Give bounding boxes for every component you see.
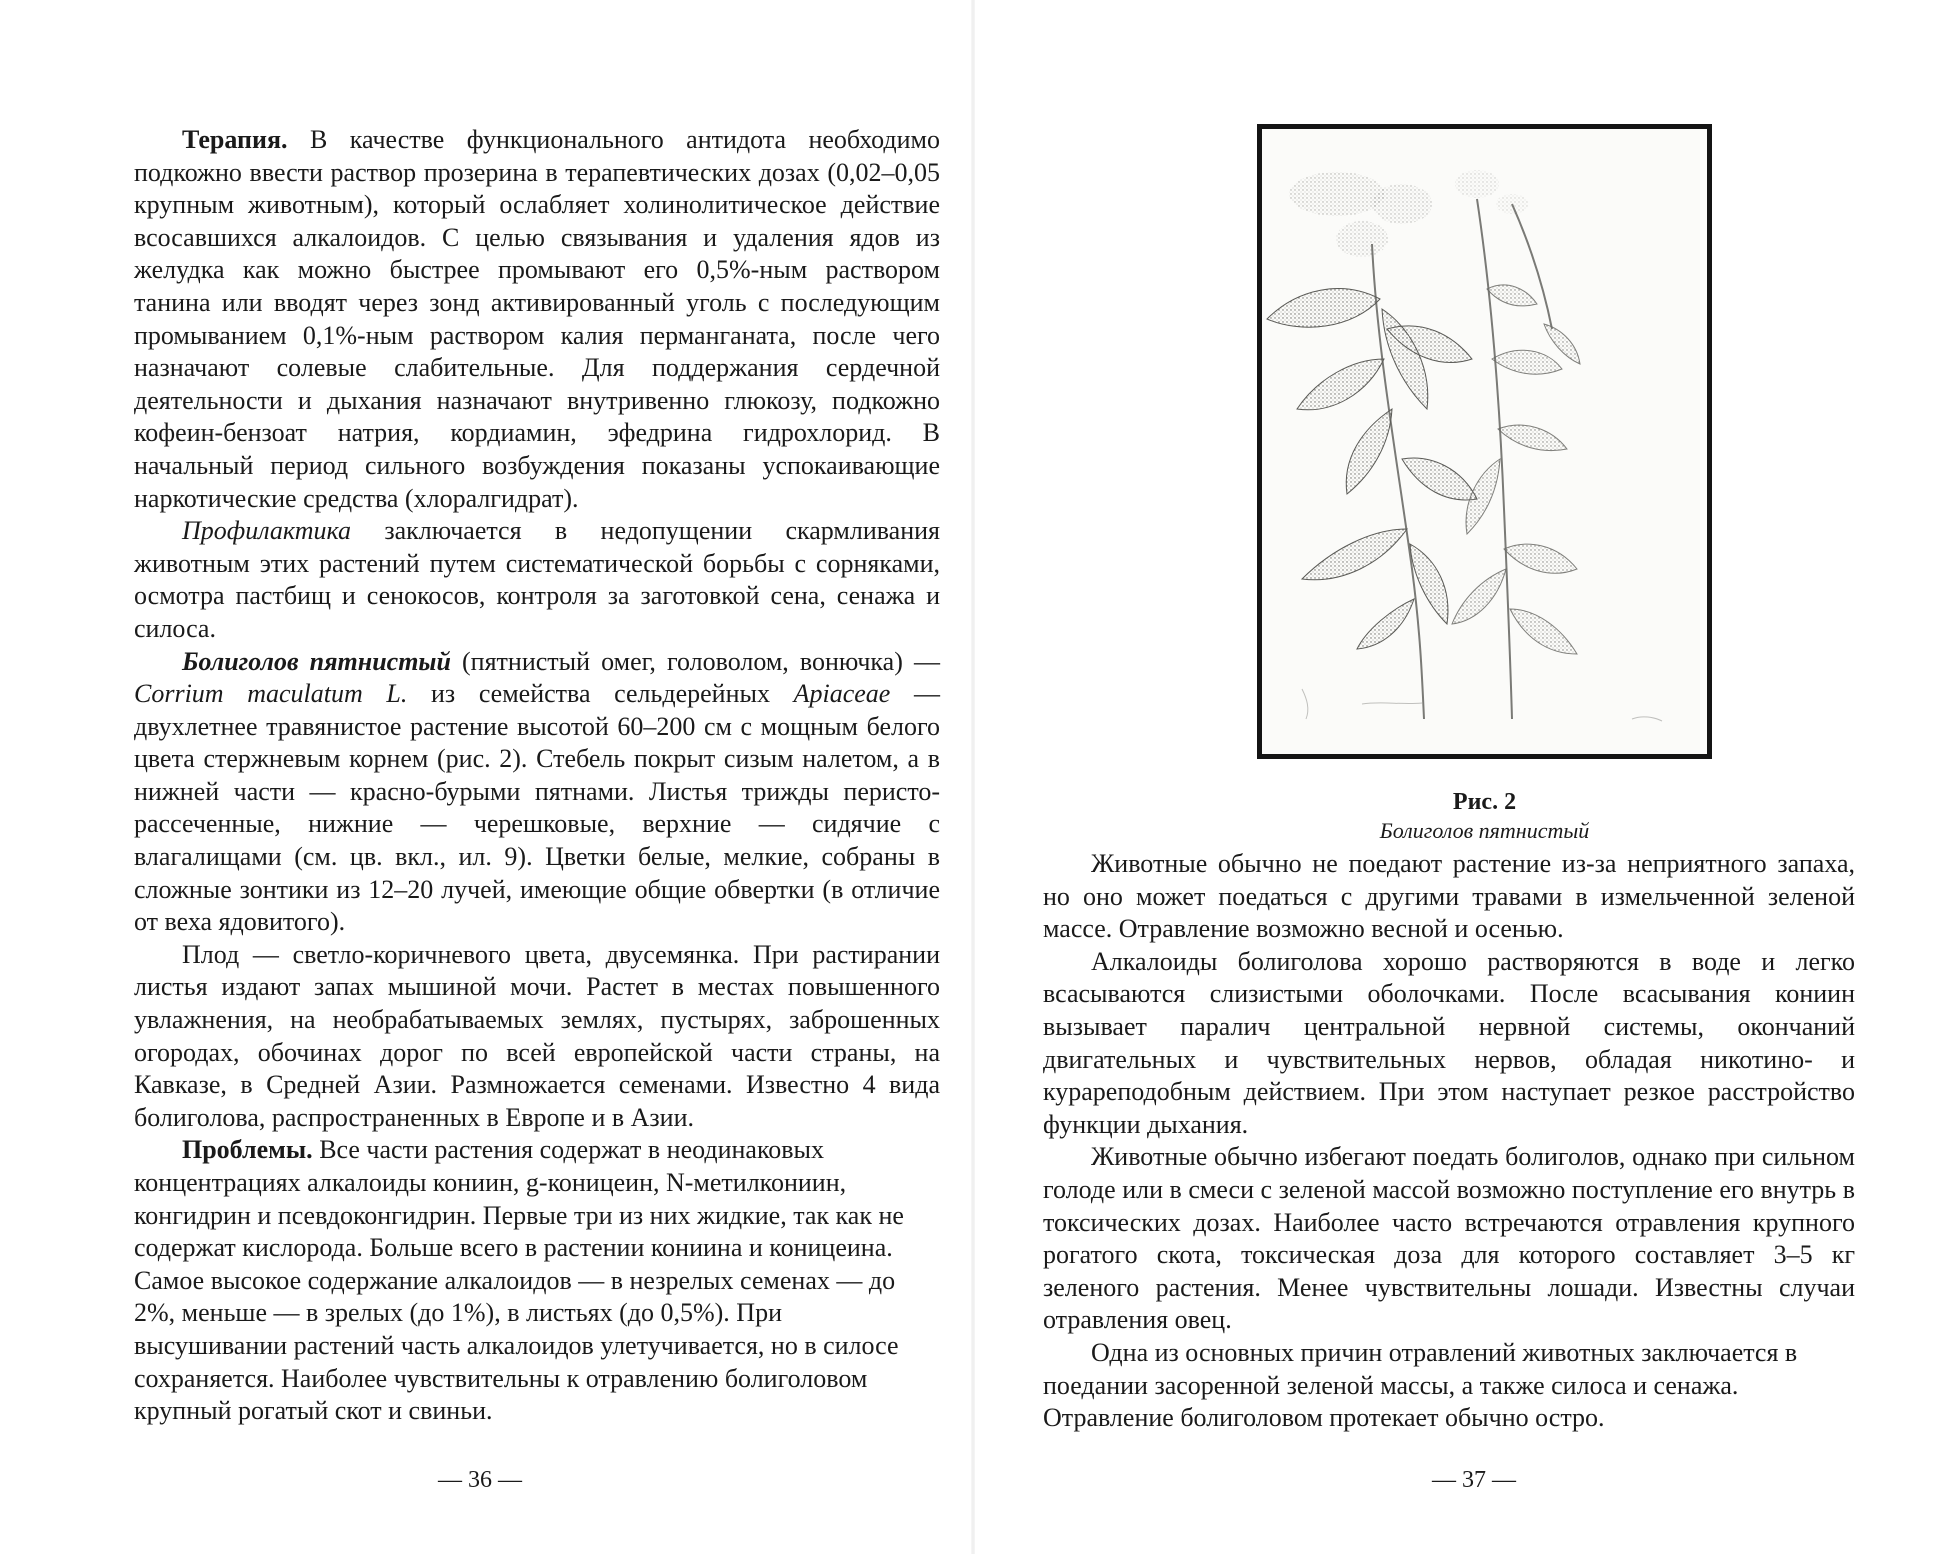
figure-label: Рис. 2 [1452, 789, 1517, 815]
paragraph-alkaloids-action [1043, 946, 1855, 1142]
paragraph-therapy [134, 124, 940, 515]
paragraph-problems [134, 1134, 940, 1427]
leaves-right-plant [1452, 285, 1580, 654]
right-page [973, 0, 1947, 1554]
paragraph-alkaloids-action-text: Алкалоиды болиголова хорошо растворяются в воде и легко всасываются слизистыми оболочками. После всасывания кониин вызывает паралич центральной нервной системы, окончаний двигательных и чувствительных нервов, обладая никотино- и курареподобным действием. При этом наступает резкое расстройство функции дыхания. [1043, 946, 1855, 1139]
figure-title: Болиголов пятнистый [1379, 818, 1590, 843]
paragraph-fruit-habitat [134, 939, 940, 1135]
family-name: Apiaceae [793, 679, 891, 709]
flower-umbels [1289, 170, 1528, 257]
left-page [0, 0, 973, 1554]
right-text-column [1043, 848, 1855, 1435]
page-number-right: — 37 — [1432, 1467, 1516, 1493]
stems [1372, 199, 1552, 719]
figure-hemlock-illustration [1257, 124, 1712, 759]
hemlock-family-text: из семейства сельдерейных [407, 679, 794, 709]
paragraph-poisoning-cases [1043, 1141, 1855, 1337]
left-text-column [134, 124, 940, 1428]
figure-caption [1257, 787, 1712, 845]
term-prophylaxis: Профилактика [182, 516, 351, 546]
paragraph-poisoning-cases-text: Животные обычно избегают поедать болиголов, однако при сильном голоде или в смеси с зеленой массой возможно поступление его внутрь в токсических дозах. Наиболее часто встречаются отравления крупного рогатого скота, токсическая доза для которого составляет 3–5 кг зеленого растения. Менее чувствительны лошади. Известны случаи отравления овец. [1043, 1142, 1855, 1335]
hemlock-description-text: — двухлетнее травянистое растение высотой 60–200 см с мощным белого цвета стержневым корнем (рис. 2). Стебель покрыт сизым налетом, а в нижней части — красно-бурыми пятнами. Листья трижды перисто-рассеченные, нижние — черешковые, верхние — сидячие с влагалищами (см. цв. вкл., ил. 9). Цветки белые, мелкие, собраны в сложные зонтики из 12–20 лучей, имеющие общие обвертки (в отличие от веха ядовитого). [134, 679, 940, 937]
paragraph-problems-text: Все части растения содержат в неодинаковых концентрациях алкалоиды кониин, g-коницеин, N-метилкониин, конгидрин и псевдоконгидрин. Первые три из них жидкие, так как не содержат кислорода. Больше всего в растении кониина и коницеина. Самое высокое содержание алкалоидов — в незрелых семенах — до 2%, меньше — в зрелых (до 1%), в листьях (до 0,5%). При высушивании растений часть алкалоидов улетучивается, но в силосе сохраняется. Наиболее чувствительны к отравлению болиголовом крупный рогатый скот и свиньи. [134, 1135, 904, 1426]
heading-problems: Проблемы. [182, 1135, 313, 1165]
latin-name: Corrium maculatum L. [134, 679, 408, 709]
paragraph-poisoning-causes-text: Одна из основных причин отравлений животных заключается в поедании засоренной зеленой массы, а также силоса и сенажа. Отравление болиголовом протекает обычно остро. [1043, 1337, 1798, 1433]
term-hemlock: Болиголов пятнистый [182, 646, 451, 676]
ground-marks [1302, 689, 1662, 721]
heading-therapy: Терапия. [182, 125, 288, 154]
paragraph-prophylaxis [134, 515, 940, 645]
paragraph-fruit-habitat-text: Плод — светло-коричневого цвета, двусемянка. При растирании листья издают запах мышиной мочи. Растет в местах повышенного увлажнения, на необрабатываемых землях, пустырях, заброшенных огородах, обочинах дорог по всей европейской части страны, на Кавказе, в Средней Азии. Размножается семенами. Известно 4 вида болиголова, распространенных в Европе и в Азии. [134, 939, 940, 1132]
paragraph-animals-avoid [1043, 848, 1855, 946]
paragraph-hemlock-description [134, 646, 940, 939]
hemlock-drawing [1262, 129, 1707, 754]
leaves-left-plant [1267, 289, 1477, 649]
hemlock-synonyms: (пятнистый омег, головолом, вонючка) — [450, 646, 940, 676]
page-number-left: — 36 — [438, 1467, 522, 1493]
paragraph-animals-avoid-text: Животные обычно не поедают растение из-за неприятного запаха, но оно может поедаться с другими травами в измельченной зеленой массе. Отравление возможно весной и осенью. [1043, 849, 1855, 944]
paragraph-therapy-text: В качестве функционального антидота необходимо подкожно ввести раствор прозерина в терапевтических дозах (0,02–0,05 крупным животным), который ослабляет холинолитическое действие всосавшихся алкалоидов. С целью связывания и удаления ядов из желудка как можно быстрее промывают его 0,5%-ным раствором танина или вводят через зонд активированный уголь с последующим промыванием 0,1%-ным раствором калия перманганата, после чего назначают солевые слабительные. Для поддержания сердечной деятельности и дыхания назначают внутривенно глюкозу, подкожно кофеин-бензоат натрия, кордиамин, эфедрина гидрохлорид. В начальный период сильного возбуждения показаны успокаивающие наркотические средства (хлоралгидрат). [134, 125, 940, 513]
paragraph-poisoning-causes [1043, 1337, 1855, 1435]
paragraph-prophylaxis-text: заключается в недопущении скармливания животным этих растений путем систематической борьбы с сорняками, осмотра пастбищ и сенокосов, контроля за заготовкой сена, сенажа и силоса. [134, 516, 940, 643]
